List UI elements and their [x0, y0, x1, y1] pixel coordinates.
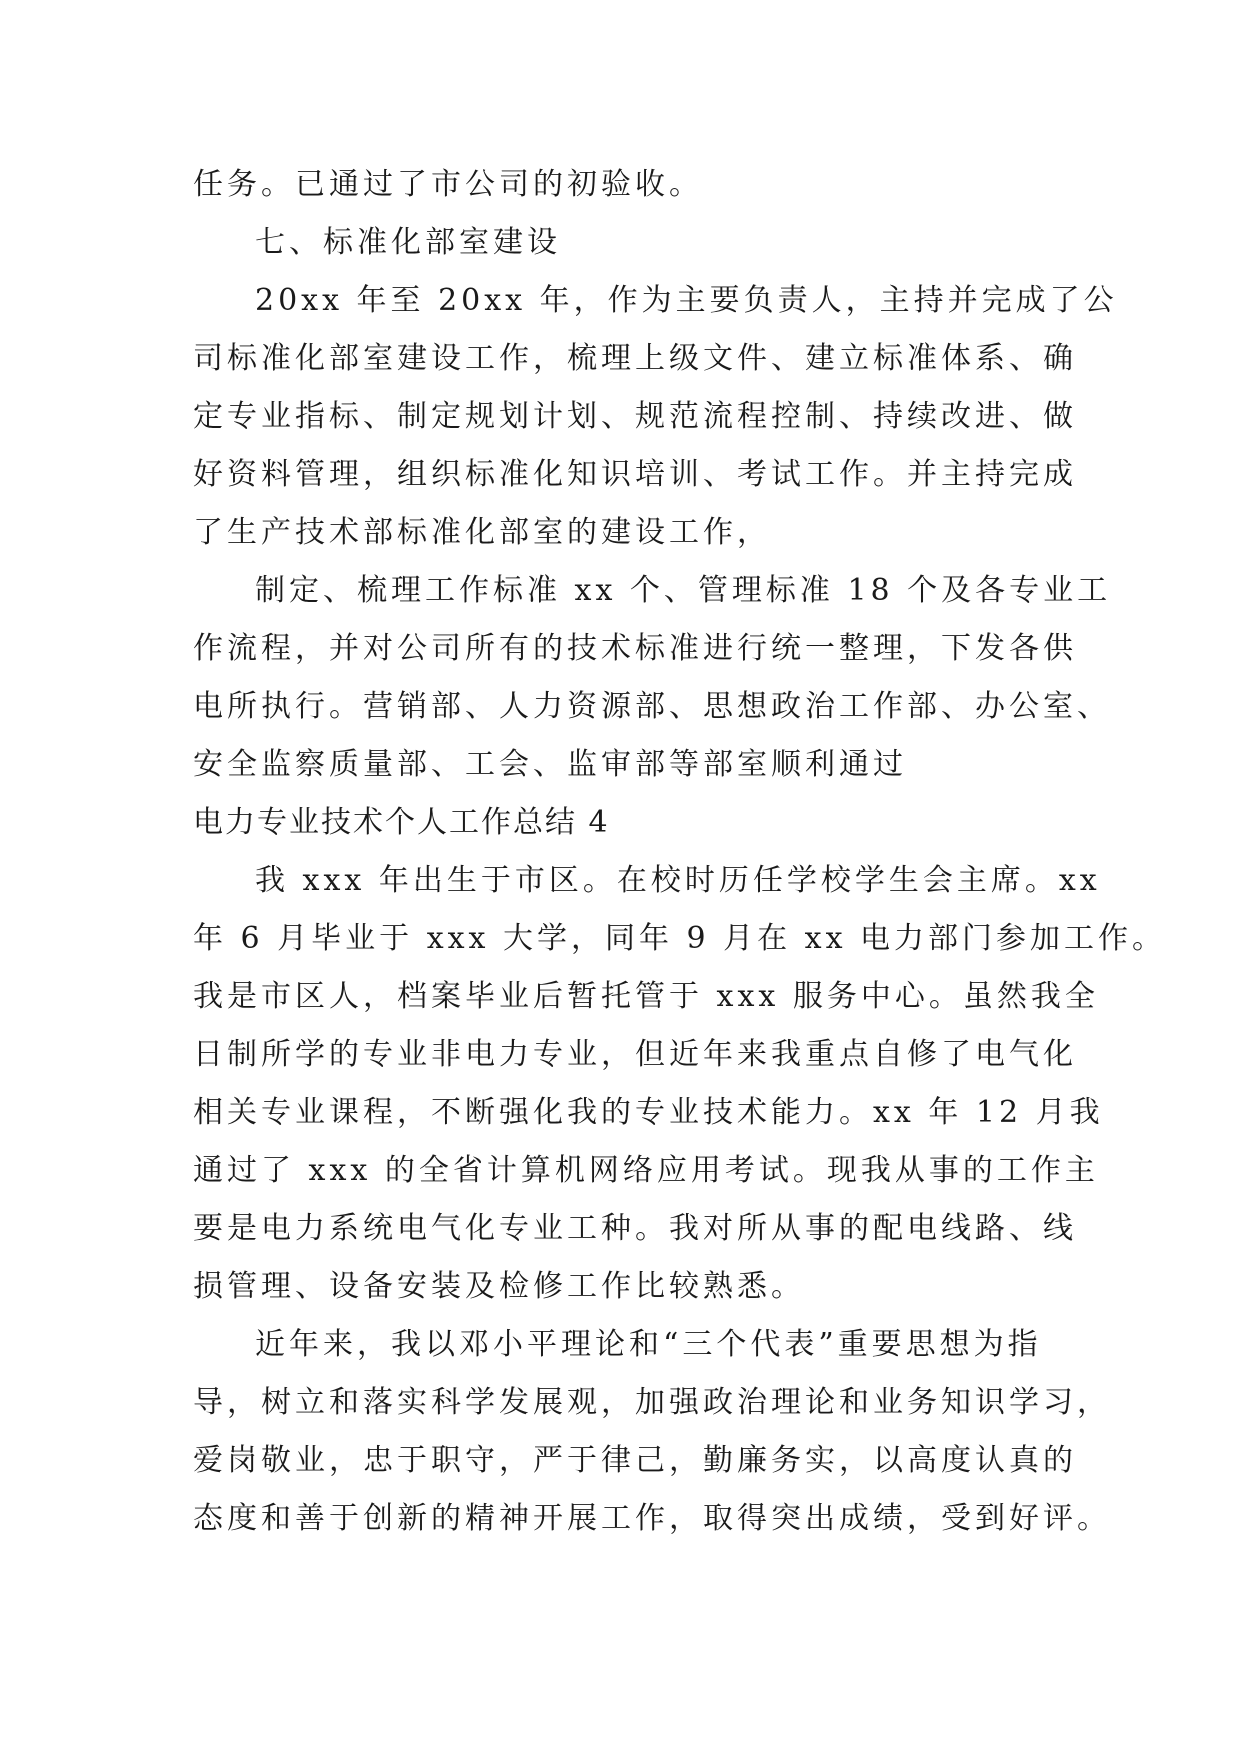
- text-line: 电所执行。营销部、人力资源部、思想政治工作部、办公室、: [193, 689, 1111, 724]
- text-line: 我 xxx 年出生于市区。在校时历任学校学生会主席。xx: [255, 863, 1101, 898]
- text-line: 要是电力系统电气化专业工种。我对所从事的配电线路、线: [193, 1211, 1077, 1246]
- text-line: 20xx 年至 20xx 年，作为主要负责人，主持并完成了公: [255, 283, 1118, 318]
- document-title: 电力专业技术个人工作总结 4: [193, 805, 610, 840]
- text-line: 相关专业课程，不断强化我的专业技术能力。xx 年 12 月我: [193, 1095, 1104, 1130]
- text-line: 安全监察质量部、工会、监审部等部室顺利通过: [193, 747, 907, 782]
- text-line: 作流程，并对公司所有的技术标准进行统一整理，下发各供: [193, 631, 1077, 666]
- text-line: 任务。已通过了市公司的初验收。: [193, 167, 703, 202]
- text-line: 损管理、设备安装及检修工作比较熟悉。: [193, 1269, 805, 1304]
- text-line: 制定、梳理工作标准 xx 个、管理标准 18 个及各专业工: [255, 573, 1112, 608]
- text-line: 好资料管理，组织标准化知识培训、考试工作。并主持完成: [193, 457, 1077, 492]
- text-line: 导，树立和落实科学发展观，加强政治理论和业务知识学习，: [193, 1385, 1111, 1420]
- text-line: 通过了 xxx 的全省计算机网络应用考试。现我从事的工作主: [193, 1153, 1099, 1188]
- text-line: 定专业指标、制定规划计划、规范流程控制、持续改进、做: [193, 399, 1077, 434]
- text-line: 态度和善于创新的精神开展工作，取得突出成绩，受到好评。: [193, 1501, 1111, 1536]
- text-line: 了生产技术部标准化部室的建设工作，: [193, 515, 771, 550]
- text-line: 日制所学的专业非电力专业，但近年来我重点自修了电气化: [193, 1037, 1077, 1072]
- section-heading: 七、标准化部室建设: [255, 225, 561, 260]
- text-line: 司标准化部室建设工作，梳理上级文件、建立标准体系、确: [193, 341, 1077, 376]
- text-line: 爱岗敬业，忠于职守，严于律己，勤廉务实，以高度认真的: [193, 1443, 1077, 1478]
- text-line: 年 6 月毕业于 xxx 大学，同年 9 月在 xx 电力部门参加工作。: [193, 921, 1167, 956]
- document-body: [193, 156, 1167, 1548]
- text-line: 近年来，我以邓小平理论和“三个代表”重要思想为指: [255, 1327, 1042, 1362]
- text-line: 我是市区人，档案毕业后暂托管于 xxx 服务中心。虽然我全: [193, 979, 1099, 1014]
